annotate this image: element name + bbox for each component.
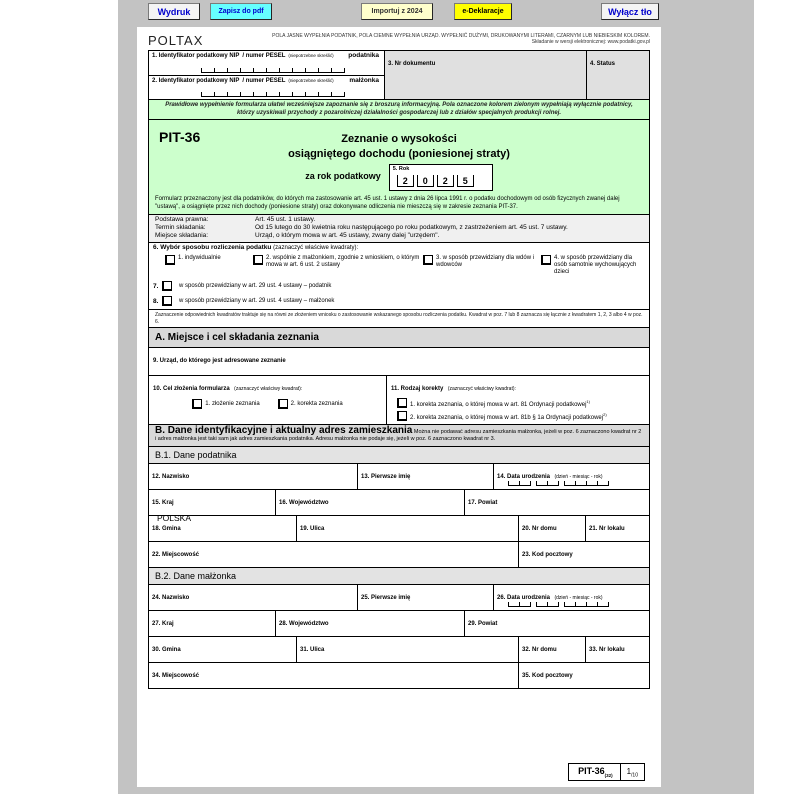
b2-name-row <box>148 585 650 611</box>
field-35-postal-code[interactable] <box>518 663 649 688</box>
field-1-suffix: podatnika <box>348 52 379 59</box>
checkbox-art29-taxpayer[interactable] <box>162 281 172 291</box>
field-14-date-comb <box>508 481 609 486</box>
field-4-status <box>586 51 649 99</box>
section-b-note: Można nie podawać adresu zamieszkania małżonka, jeżeli w poz. 6 zaznaczono kwadrat nr 2 i adres małżonka jest taki sam jak adres zamieszkania podatnika. Adresu małżonka nie podaje się, jeżeli w poz. 6 zaznaczono kwadrat nr 3. <box>155 429 642 442</box>
form-header <box>148 33 650 48</box>
field-1-label: 1. Identyfikator podatkowy NIP <box>152 53 240 59</box>
b2-city-row <box>148 663 650 689</box>
footer-version: (32) <box>604 773 613 778</box>
section-a-header: A. Miejsce i cel składania zeznania <box>148 328 650 348</box>
field-20-label: 20. Nr domu <box>522 526 557 532</box>
field-1-strike-hint: (niepotrzebne skreślić) <box>288 53 334 58</box>
section-b2-header: B.2. Dane małżonka <box>148 568 650 585</box>
field-19-label: 19. Ulica <box>300 526 325 532</box>
field-8-row <box>153 296 645 306</box>
field-23-label: 23. Kod pocztowy <box>522 552 573 558</box>
field-6-hint: (zaznaczyć właściwe kwadraty): <box>273 245 359 251</box>
field-2-comb <box>201 92 345 97</box>
section-b-title: B. Dane identyfikacyjne i aktualny adres zamieszkania <box>155 425 413 436</box>
field-7-label: w sposób przewidziany w art. 29 ust. 4 ustawy – podatnik <box>179 283 332 289</box>
field-8-label: w sposób przewidziany w art. 29 ust. 4 ustawy – małżonek <box>179 298 335 304</box>
field-6-label: 6. Wybór sposobu rozliczenia podatku <box>153 244 272 251</box>
b1-street-row <box>148 516 650 542</box>
field-18-label: 18. Gmina <box>152 526 181 532</box>
option-label: 3. w sposób przewidziany dla wdów i wdowców <box>436 255 535 268</box>
legal-row <box>149 216 649 224</box>
field-14-hint: (dzień - miesiąc - rok) <box>554 474 603 480</box>
field-30-label: 30. Gmina <box>152 647 181 653</box>
field-32-label: 32. Nr domu <box>522 647 557 653</box>
field-32-house-number[interactable] <box>518 637 585 662</box>
field-14-birth-date[interactable] <box>493 464 649 489</box>
form-title-line2: osiągniętego dochodu (poniesionej straty) <box>288 148 510 160</box>
footnote-2: 2) <box>603 411 607 417</box>
checkbox-widows[interactable] <box>423 255 433 265</box>
legal-info <box>148 215 650 243</box>
field-25-first-name[interactable] <box>357 585 493 610</box>
form-description: Formularz przeznaczony jest dla podatników, do których ma zastosowanie art. 45 ust. 1 ustawy z dnia 26 lipca 1991 r. o podatku dochodowym od osób fizycznych zwanej dalej "ustawą", a osiągnięte przez nich dochody (poniesione straty) oraz dokonywane odliczenia nie mieszczą się w zakresie zeznania PIT-37. <box>155 196 620 210</box>
field-11-option2: 2. korekta zeznania, o której mowa w art. 81b § 1a Ordynacji podatkowej$^{2)}$ <box>410 411 607 421</box>
pit36-form <box>148 33 650 689</box>
option-single-parent <box>541 255 645 276</box>
year-digit: 0 <box>417 175 434 187</box>
field-11-correction-type <box>386 376 649 424</box>
field-10-label: 10. Cel złożenia formularza <box>153 386 230 392</box>
print-button[interactable]: Wydruk <box>148 3 200 20</box>
option-individual <box>165 255 253 276</box>
field-16-voivodeship[interactable] <box>275 490 464 515</box>
b2-region-row <box>148 611 650 637</box>
field-16-label: 16. Województwo <box>279 500 329 506</box>
checkbox-joint-spouse[interactable] <box>253 255 263 265</box>
field-26-hint: (dzień - miesiąc - rok) <box>554 595 603 601</box>
field-4-label: 4. Status <box>590 61 616 67</box>
b1-city-row <box>148 542 650 568</box>
field-28-label: 28. Województwo <box>279 621 329 627</box>
field-27-label: 27. Kraj <box>152 621 174 627</box>
field-2-strike-hint: (niepotrzebne skreślić) <box>288 78 334 83</box>
b1-name-row <box>148 464 650 490</box>
field-10-option1: 1. złożenie zeznania <box>205 401 260 407</box>
field-18-commune[interactable] <box>149 516 296 541</box>
field-7-number: 7. <box>153 282 159 290</box>
field-19-street[interactable] <box>296 516 518 541</box>
field-15-value: POLSKA <box>157 513 192 523</box>
field-21-label: 21. Nr lokalu <box>589 526 625 532</box>
year-digit: 2 <box>437 175 454 187</box>
green-zone <box>148 100 650 215</box>
field-29-label: 29. Powiat <box>468 621 498 627</box>
legal-label: Podstawa prawna: <box>155 216 209 223</box>
field-11-label: 11. Rodzaj korekty <box>391 386 444 392</box>
checkbox-single-parent[interactable] <box>541 255 551 265</box>
year-digit: 5 <box>457 175 474 187</box>
legal-text: Art. 45 ust. 1 ustawy. <box>255 216 316 223</box>
checkbox-filing[interactable] <box>192 399 202 409</box>
field-33-flat-number[interactable] <box>585 637 649 662</box>
field-6-settlement-choice <box>148 243 650 310</box>
notice-line-1: POLA JASNE WYPEŁNIA PODATNIK, POLA CIEMNE WYPEŁNIA URZĄD. WYPEŁNIĆ DUŻYMI, DRUKOWANYMI LITERAMI, CZARNYM LUB NIEBIESKIM KOLOREM. <box>272 33 650 39</box>
option-label: 1. indywidualnie <box>178 255 221 261</box>
field-33-label: 33. Nr lokalu <box>589 647 625 653</box>
field-3-document-number <box>384 51 586 99</box>
field-6-options <box>153 255 645 276</box>
field-35-label: 35. Kod pocztowy <box>522 673 573 679</box>
field-21-flat-number[interactable] <box>585 516 649 541</box>
field-1-comb <box>201 68 345 73</box>
field-11-hint: (zaznaczyć właściwy kwadrat): <box>447 386 516 392</box>
field-5-year-input[interactable] <box>389 164 493 191</box>
checkbox-correction-art81b[interactable] <box>397 411 407 421</box>
year-digit: 2 <box>397 175 414 187</box>
legal-text: Od 15 lutego do 30 kwietnia roku następującego po roku podatkowym, z zastrzeżeniem art. 45 ust. 7 ustawy. <box>255 224 568 231</box>
legal-label: Miejsce składania: <box>155 232 209 239</box>
poltax-logo: POLTAX <box>148 33 204 48</box>
tax-year-label: za rok podatkowy <box>305 171 381 181</box>
identifier-block <box>148 50 650 100</box>
checkbox-correction[interactable] <box>278 399 288 409</box>
field-30-commune[interactable] <box>149 637 296 662</box>
year-digits <box>397 175 489 187</box>
purpose-correction-row <box>148 376 650 425</box>
field-14-label: 14. Data urodzenia <box>497 474 551 480</box>
form-title-line1: Zeznanie o wysokości <box>341 133 457 145</box>
b2-street-row <box>148 637 650 663</box>
field-17-county[interactable] <box>464 490 649 515</box>
footer-total-pages: /10 <box>631 772 638 779</box>
field-15-country[interactable] <box>149 490 275 523</box>
field-10-option2: 2. korekta zeznania <box>290 401 343 407</box>
filling-notice <box>272 33 650 45</box>
field-2-nip-pesel-spouse[interactable] <box>149 75 384 99</box>
import-button[interactable]: Importuj z 2024 <box>361 3 433 20</box>
field-17-label: 17. Powiat <box>468 500 498 506</box>
title-block <box>149 120 649 194</box>
option-label: 4. w sposób przewidziany dla osób samotnie wychowujących dzieci <box>554 255 637 275</box>
field-26-label: 26. Data urodzenia <box>497 595 551 601</box>
field-34-city[interactable] <box>149 663 518 688</box>
edeclarations-button[interactable]: e-Deklaracje <box>454 3 512 20</box>
field-10-purpose <box>149 376 386 424</box>
notice-line-2: Składanie w wersji elektronicznej: www.podatki.gov.pl <box>531 39 650 45</box>
field-8-number: 8. <box>153 297 159 305</box>
field-2-label: 2. Identyfikator podatkowy NIP <box>152 78 240 84</box>
page-footer <box>568 763 645 781</box>
form-code: PIT-36 <box>159 129 201 145</box>
field-5-label: 5. Rok <box>392 166 410 172</box>
footnote-1: 1) <box>586 398 590 404</box>
field-31-label: 31. Ulica <box>300 647 325 653</box>
field-13-label: 13. Pierwsze imię <box>361 474 411 480</box>
field-9-tax-office[interactable] <box>148 348 650 376</box>
form-page <box>137 27 661 787</box>
field-7-row <box>153 281 645 291</box>
legal-row <box>149 232 649 240</box>
legal-text: Urząd, o którym mowa w art. 45 ustawy, zwany dalej "urzędem". <box>255 232 440 239</box>
field-2-suffix: małżonka <box>349 77 379 84</box>
field-26-date-comb <box>508 602 609 607</box>
section6-footnote: Zaznaczenie odpowiednich kwadratów traktuje się na równi ze złożeniem wniosku o zastosowanie wskazanego sposobu rozliczenia podatku. Kwadrat w poz. 7 lub 8 zaznacza się łącznie z kwadratem 1, 2, 3 albo 4 w poz. 6. <box>148 310 650 328</box>
footer-page-number: $1_{/10}$ <box>620 764 644 780</box>
app-window <box>118 0 754 794</box>
field-11-option1: 1. korekta zeznania, o której mowa w art. 81 Ordynacji podatkowej$^{1)}$ <box>410 398 590 408</box>
field-22-label: 22. Miejscowość <box>152 552 200 558</box>
save-pdf-button[interactable]: Zapisz do pdf <box>210 3 272 20</box>
checkbox-correction-art81[interactable] <box>397 398 407 408</box>
b1-region-row <box>148 490 650 523</box>
field-28-voivodeship[interactable] <box>275 611 464 636</box>
field-29-county[interactable] <box>464 611 649 636</box>
field-1-alt-label: / numer PESEL <box>242 53 286 59</box>
field-34-label: 34. Miejscowość <box>152 673 200 679</box>
checkbox-art29-spouse[interactable] <box>162 296 172 306</box>
footer-form-code: PIT-$36_{(32)}$ <box>578 766 613 778</box>
option-widows <box>423 255 541 276</box>
field-25-label: 25. Pierwsze imię <box>361 595 411 601</box>
field-2-alt-label: / numer PESEL <box>242 78 286 84</box>
legal-label: Termin składania: <box>155 224 206 231</box>
section-b1-header: B.1. Dane podatnika <box>148 447 650 464</box>
field-12-label: 12. Nazwisko <box>152 474 190 480</box>
legal-row <box>149 224 649 232</box>
toggle-background-button[interactable]: Wyłącz tło <box>601 3 659 20</box>
tax-year-row <box>149 164 649 191</box>
field-3-label: 3. Nr dokumentu <box>388 61 436 67</box>
field-20-house-number[interactable] <box>518 516 585 541</box>
field-26-birth-date[interactable] <box>493 585 649 610</box>
identifier-left <box>149 51 384 99</box>
field-13-first-name[interactable] <box>357 464 493 489</box>
option-joint-spouse <box>253 255 423 276</box>
field-9-label: 9. Urząd, do którego jest adresowane zeznanie <box>153 358 286 364</box>
field-12-surname[interactable] <box>149 464 357 489</box>
field-31-street[interactable] <box>296 637 518 662</box>
field-10-hint: (zaznaczyć właściwy kwadrat): <box>234 386 303 392</box>
field-15-label: 15. Kraj <box>152 500 174 506</box>
field-23-postal-code[interactable] <box>518 542 649 567</box>
field-24-surname[interactable] <box>149 585 357 610</box>
checkbox-individual[interactable] <box>165 255 175 265</box>
field-22-city[interactable] <box>149 542 518 567</box>
green-instruction: Prawidłowe wypełnienie formularza ułatwi wcześniejsze zapoznanie się z broszurą informacyjną. Pola oznaczone kolorem zielonym wypełniają wyłącznie podatnicy, którzy uzyskiwali przychody z pozarolniczej działalności gospodarczej lub z działów specjalnych produkcji rolnej. <box>149 100 649 120</box>
section-b-header <box>148 425 650 447</box>
field-27-country[interactable] <box>149 611 275 636</box>
field-24-label: 24. Nazwisko <box>152 595 190 601</box>
option-label: 2. wspólnie z małżonkiem, zgodnie z wnioskiem, o którym mowa w art. 6 ust. 2 ustawy <box>266 255 420 268</box>
field-1-nip-pesel-taxpayer[interactable] <box>149 51 384 75</box>
